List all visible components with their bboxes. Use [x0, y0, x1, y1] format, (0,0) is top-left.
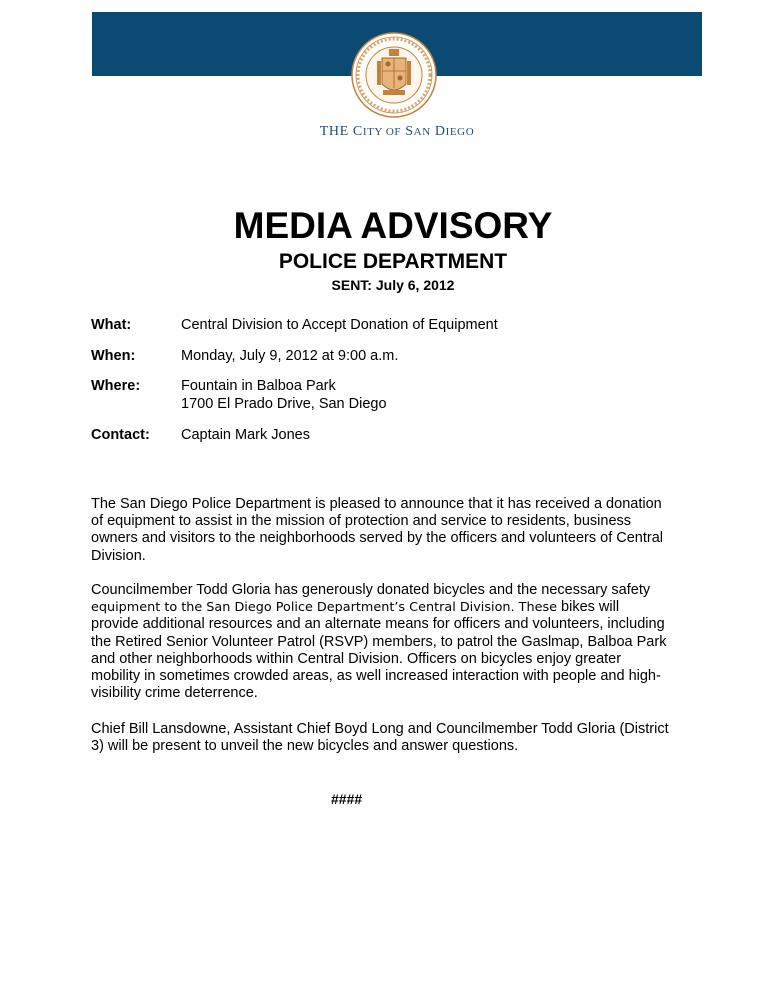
paragraph-line: visibility crime deterrence. — [91, 685, 258, 702]
contact-label: Contact: — [91, 427, 150, 443]
paragraph-3 — [91, 721, 701, 755]
end-marks: #### — [331, 791, 363, 807]
paragraph-line: provide additional resources and an alternate means for officers and volunteers, including — [91, 616, 665, 633]
paragraph-line: Chief Bill Lansdowne, Assistant Chief Boyd Long and Councilmember Todd Gloria (District — [91, 721, 669, 737]
city-name: THE CITY OF SAN DIEGO — [319, 124, 475, 139]
paragraph-line: Councilmember Todd Gloria has generously donated bicycles and the necessary safety — [91, 582, 651, 598]
sent-date: SENT: July 6, 2012 — [331, 277, 455, 293]
paragraph-line: mobility in sometimes crowded areas, as well increased interaction with people and high- — [91, 668, 661, 685]
what-label: What: — [91, 317, 132, 333]
paragraph-line: and other neighborhoods within Central Division. Officers on bicycles enjoy greater — [91, 650, 622, 667]
paragraph-1 — [91, 496, 701, 565]
page-title: MEDIA ADVISORY — [233, 205, 553, 246]
paragraph-line: of equipment to assist in the mission of protection and service to residents, business — [91, 513, 632, 530]
where-line-2: 1700 El Prado Drive, San Diego — [181, 395, 387, 412]
where-label: Where: — [91, 378, 141, 394]
paragraph-line: 3) will be present to unveil the new bicycles and answer questions. — [91, 738, 519, 755]
page-subtitle: POLICE DEPARTMENT — [278, 250, 508, 273]
paragraph-line: owners and visitors to the neighborhoods served by the officers and volunteers of Central — [91, 530, 664, 547]
when-value: Monday, July 9, 2012 at 9:00 a.m. — [181, 348, 399, 364]
when-label: When: — [91, 348, 136, 364]
paragraph-line: The San Diego Police Department is pleased to announce that it has received a donation — [91, 496, 662, 512]
paragraph-line: equipment to the San Diego Police Department’s Central Division. These bikes will — [91, 599, 620, 616]
paragraph-line: the Retired Senior Volunteer Patrol (RSVP) members, to patrol the Gaslmap, Balboa Park — [91, 633, 667, 650]
where-line-1: Fountain in Balboa Park — [181, 378, 336, 394]
contact-value: Captain Mark Jones — [181, 427, 310, 443]
paragraph-line: Division. — [91, 547, 146, 564]
what-value: Central Division to Accept Donation of Equipment — [181, 317, 498, 333]
city-seal-icon — [351, 32, 437, 118]
paragraph-2 — [91, 582, 701, 702]
